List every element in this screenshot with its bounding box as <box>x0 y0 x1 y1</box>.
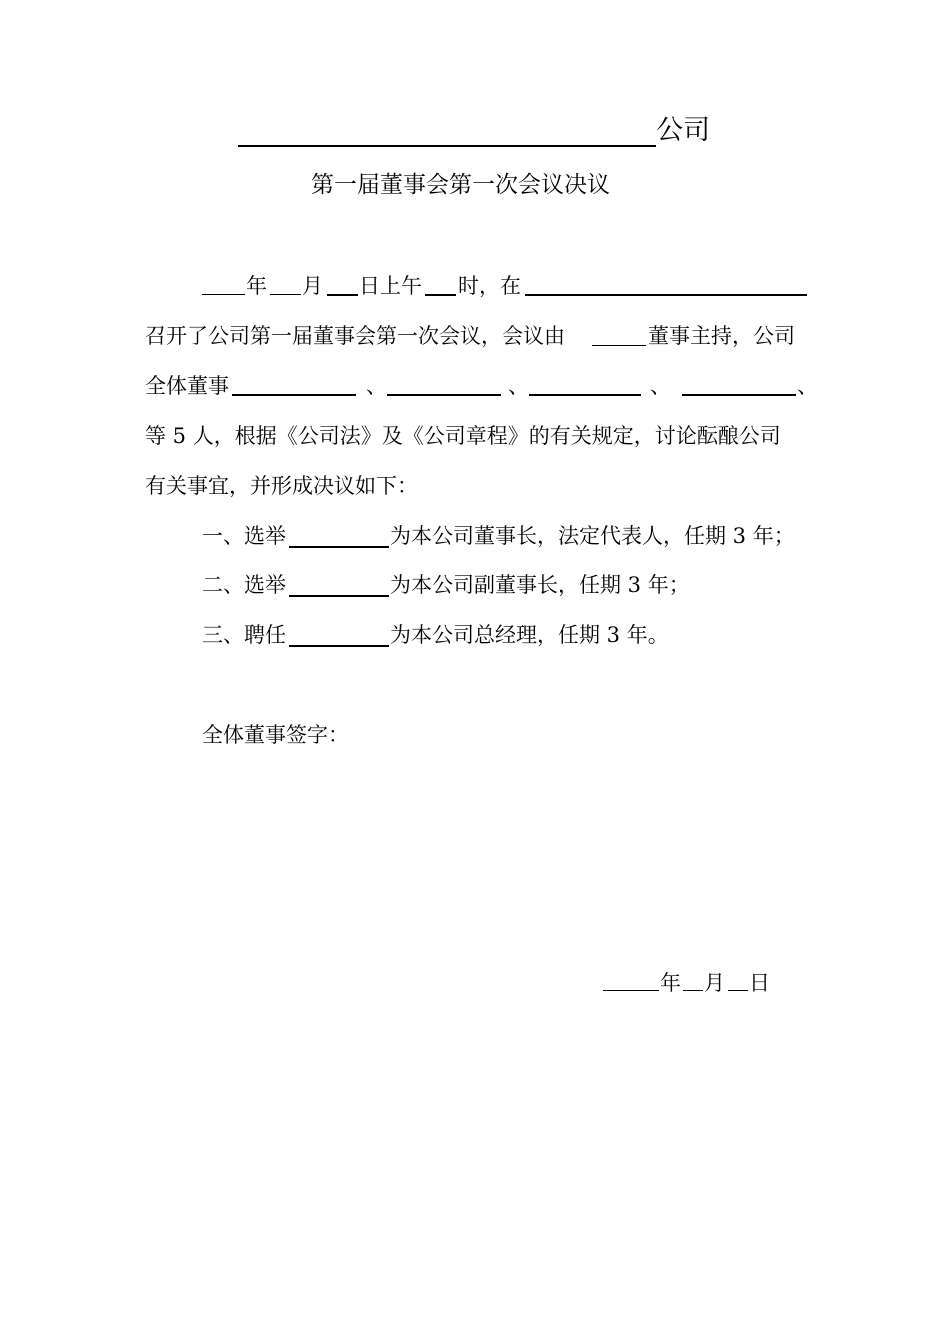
paragraph-line-2-end: 董事主持，公司 <box>648 324 795 348</box>
item-2-prefix: 二、选举 <box>202 573 286 597</box>
sign-month-label: 月 <box>704 971 725 995</box>
director-4-blank[interactable] <box>682 374 796 396</box>
separator-2: 、 <box>508 374 529 398</box>
item-1-prefix: 一、选举 <box>202 524 286 548</box>
year-label: 年 <box>246 274 267 298</box>
sign-year-label: 年 <box>660 971 681 995</box>
company-name-blank[interactable] <box>238 121 656 147</box>
sign-month-blank[interactable] <box>683 970 703 991</box>
separator-3: 、 <box>650 374 671 398</box>
item-3-prefix: 三、聘任 <box>202 623 286 647</box>
director-1-blank[interactable] <box>232 374 356 396</box>
item-3-suffix: 为本公司总经理，任期 3 年。 <box>390 623 669 647</box>
place-blank[interactable] <box>525 274 807 296</box>
director-3-blank[interactable] <box>529 374 641 396</box>
company-suffix: 公司 <box>656 115 710 146</box>
signature-label: 全体董事签字： <box>202 723 349 747</box>
separator-4: 、 <box>797 374 818 398</box>
month-label: 月 <box>302 274 323 298</box>
sign-year-blank[interactable] <box>603 970 659 991</box>
paragraph-line-4: 等 5 人，根据《公司法》及《公司章程》的有关规定，讨论酝酿公司 <box>145 424 781 448</box>
hour-at-label: 时，在 <box>458 274 521 298</box>
month-blank[interactable] <box>270 274 301 295</box>
chairman-blank[interactable] <box>289 526 389 548</box>
general-manager-blank[interactable] <box>289 625 389 647</box>
hour-blank[interactable] <box>425 274 456 296</box>
paragraph-line-3-start: 全体董事 <box>145 374 229 398</box>
paragraph-line-2: 召开了公司第一届董事会第一次会议，会议由 <box>145 324 565 348</box>
day-am-label: 日上午 <box>359 274 422 298</box>
year-blank[interactable] <box>202 274 245 295</box>
paragraph-line-5: 有关事宜，并形成决议如下： <box>145 474 418 498</box>
sign-day-blank[interactable] <box>728 970 748 991</box>
item-2-suffix: 为本公司副董事长，任期 3 年； <box>390 573 690 597</box>
director-2-blank[interactable] <box>387 374 501 396</box>
item-1-suffix: 为本公司董事长，法定代表人，任期 3 年； <box>390 524 795 548</box>
sign-day-label: 日 <box>749 971 770 995</box>
separator-1: 、 <box>366 374 387 398</box>
document-subtitle: 第一届董事会第一次会议决议 <box>311 172 610 198</box>
vice-chairman-blank[interactable] <box>289 575 389 597</box>
chair-director-blank[interactable] <box>592 325 646 346</box>
day-blank[interactable] <box>327 274 358 296</box>
